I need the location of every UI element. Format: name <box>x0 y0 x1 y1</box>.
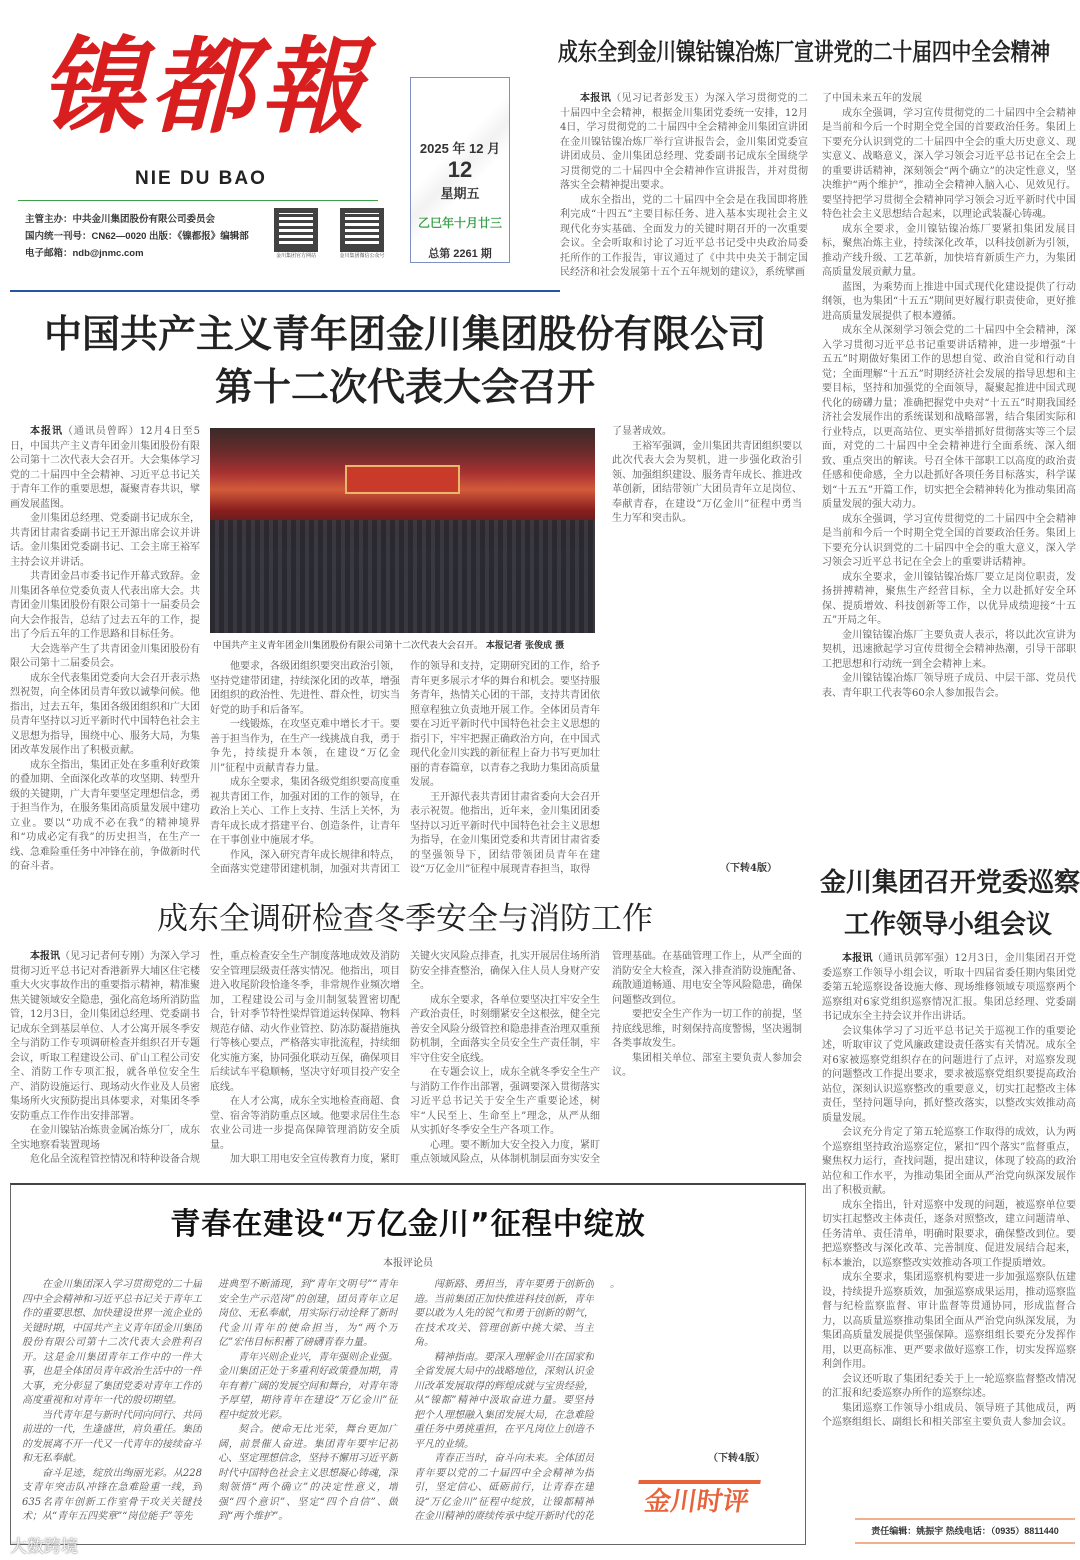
paragraph: 管理基础。在基础管理工作上，从严全面的消防安全大检查，深入排查消防设施配备、疏散通道畅通、用电安全等风险隐患，确保问题整改到位。 <box>612 951 802 1006</box>
date-box <box>410 77 510 263</box>
paragraph: 成东全要求，各单位要坚决扛牢安全生产政治责任，时刻绷紧安全这根弦，健全完善安全风险分级管控和隐患排查治理双重预防机制，全面落实全员安全生产责任制，牢牢守住安全底线。 <box>410 994 600 1064</box>
issn: 国内统一刊号：CN62—0020 出版：《镍都报》编辑部 <box>25 231 249 242</box>
weekday: 星期五 <box>440 186 480 201</box>
paragraph: 成东全要求，集团各级党组织要高度重视共青团工作，加强对团的工作的领导，在政治上关心、工作上支持、生活上关怀，为青年成长成才搭建平台、创造条件，让青年在干事创业中施展才华。 <box>210 777 400 846</box>
commentary-col-4 <box>610 1278 795 1445</box>
paragraph: 青春正当时，奋斗向未来。全体团员青年要以党的二十届四中全会精神为指引，坚定信心、砥砺前行，让青春在建设“万亿金川”征程中绽放，让镍都精神在金川精神的赓续传承中绽开新时代的花 <box>414 1453 594 1522</box>
paragraph: 成东全要求，金川镍钴镍冶炼厂要紧扣集团发展目标，聚焦冶炼主业，持续深化改革，以科技创新为引领，推动产线升级、工艺革新，加快培育新质生产力，为集团高质量发展贡献力量。 <box>822 223 1076 278</box>
paragraph: 在专题会议上，成东全就冬季安全生产与消防工作作出部署，强调要深入贯彻落实习近平总书记关于安全生产重要论述，树牢“人民至上、生命至上”理念，从严从细从实抓好冬季安全生产各项工作。 <box>410 1067 600 1136</box>
inspection-headline-line-1: 金川集团召开党委巡察 <box>820 868 1080 898</box>
inspection-headline[interactable] <box>820 862 1080 946</box>
paragraph: 成东全要求，金川镍钴镍冶炼厂要立足岗位职责，发扬拼搏精神，聚焦生产经营目标，全力以赴抓好安全环保、提质增效、科技创新等工作，以优异成绩迎接“十五五”开局之年。 <box>822 571 1076 626</box>
qr-website[interactable] <box>266 208 326 259</box>
paragraph: 会议充分肯定了第五轮巡察工作取得的成效，认为两个巡察组坚持政治巡察定位，紧扣“四个落实”监督重点，聚焦权力运行，查找问题，提出建议，体现了较高的政治站位和工作水平，为推动集团全面从严治党向纵深发展作出了积极贡献。 <box>822 1127 1076 1196</box>
paragraph: 要把安全生产作为一切工作的前提，坚持底线思维，时刻保持高度警惕，坚决遏制各类事故发生。 <box>612 1009 802 1049</box>
commentary-logo-stamp: 金川时评 <box>633 1480 761 1520</box>
paragraph: 奋斗足迹，绽放出绚丽光彩。从228支青年突击队冲锋在急难险重一线，到 635名青年创新工作室骨干攻关关键技术；从“青年五四奖章”“岗位能手”等先 <box>22 1467 202 1522</box>
qr-wechat[interactable] <box>332 208 392 259</box>
lead-headline-line-1: 中国共产主义青年团金川集团股份有限公司 <box>43 312 766 356</box>
paragraph: 成东全代表集团党委向大会召开表示热烈祝贺，向全体团员青年致以诚挚问候。他指出，过去五年，集团各级团组织和广大团员青年坚持以习近平新时代中国特色社会主义思想为指导，围绕中心、服务大局，为集团改革发展作出了积极贡献。 <box>10 672 200 756</box>
paragraph: 成东全强调，学习宣传贯彻党的二十届四中全会精神是当前和今后一个时期全党全国的首要政治任务。集团上下要充分认识到党的二十届四中全会的重大历史意义、现实意义、战略意义，深入学习领会习近平总书记在全会上的重要讲话精神，深刻领会“两个确立”的决定性意义，坚决维护“两个维护”，推动全会精神入脑入心、见效见行。要坚持把学习贯彻全会精神同学习领会习近平新时代中国特色社会主义思想结合起来，以理论武装凝心铸魂。 <box>822 107 1076 220</box>
lunar-date: 乙巳年十月廿三 <box>417 216 502 230</box>
paragraph: 会议还听取了集团纪委关于上一轮巡察监督整改情况的汇报和纪委巡察办所作的巡察综述。 <box>822 1373 1076 1399</box>
newspaper-pinyin: NIE DU BAO <box>135 168 267 189</box>
safety-col-2 <box>210 950 400 1176</box>
paragraph: 成东全从深刻学习领会党的二十届四中全会精神，深入学习贯彻习近平总书记重要讲话精神，进一步增强“十五五”时期做好集团工作的思想自觉、政治自觉和行动自觉；全面理解“十五五”时期经济社会发展的指导思想和主要目标，坚持和加强党的全面领导，凝聚起推进中国式现代化的磅礴力量；准确把握党中央对“十五五”时期我国经济社会发展作出的系统谋划和战略部署，结合集团实际和行业特点，以更高站位、更实举措抓好贯彻落实等三个层面，对党的二十届四中全会精神进行全面系统、深入细致、重点突出的解读。号召全体干部职工以高度的政治责任感和使命感，全力以赴抓好各项任务目标落实，科学谋划“十五五”开篇工作，切实把全会精神转化为推动集团高质量发展的强大动力。 <box>822 325 1076 510</box>
divider <box>10 290 560 292</box>
paragraph: 在人才公寓，成东全实地检查商超、食堂、宿舍等消防重点区域。他要求居住生态农业公司进一步提高保障管理消防安全质量。 <box>210 1096 400 1151</box>
paragraph: 当代青年是与新时代同向同行、共同前进的一代，生逢盛世，肩负重任。集团的发展离不开一代又一代青年的接续奋斗和无私奉献。 <box>22 1409 202 1464</box>
paragraph: 王裕军强调，金川集团共青团组织要以此次代表大会为契机，进一步强化政治引领、加强组织建设、服务青年成长、推进改革创新，团结带领广大团员青年立足岗位、奉献青春，在建设“万亿金川”征程中勇当生力军和突击队。 <box>612 440 802 524</box>
paragraph: 金川镍钴镍冶炼厂主要负责人表示，将以此次宣讲为契机，迅速掀起学习宣传贯彻全会精神热潮，引导干部职工把思想和行动统一到全会精神上来。 <box>822 629 1076 670</box>
inspection-headline-line-2: 工作领导小组会议 <box>843 910 1052 940</box>
commentary-byline: 本报评论员 <box>383 1258 433 1269</box>
paragraph: 精神指南。要深入理解金川在国家和全省发展大局中的战略地位，深刻认识金川改革发展取得的辉煌成就与宝贵经验，从“镍都”精神中汲取奋进力量。要坚持把个人理想融入集团发展大局，在急难险重任务中勇挑重担，在平凡岗位上创造不平凡的业绩。 <box>414 1351 594 1450</box>
paragraph: 心理。要不断加大安全投入力度，紧盯重点领域风险点，从体制机制层面夯实安全 <box>410 1139 600 1165</box>
year-month: 2025 年 12 月 <box>419 141 501 156</box>
lead-col-1 <box>10 425 200 880</box>
paragraph: 作风，深入研究青年成长规律和特点，全面落实党建带团建机制，加强对共青团工 <box>210 849 400 875</box>
paragraph: 集团相关单位、部室主要负责人参加会议。 <box>612 1052 802 1078</box>
safety-col-1 <box>10 950 200 1176</box>
paragraph: 大会选举产生了共青团金川集团股份有限公司第十二届委员会。 <box>10 643 200 669</box>
paragraph: 本报讯（通讯员郭军强）12月3日，金川集团召开党委巡察工作领导小组会议，听取十四届省委任期内集团党委第五轮巡察设备设施大修、现场维修领域专项巡察两个巡察组对6家党组织巡察情况汇报。集团总经理、党委副书记成东全主持会议并作出讲话。 <box>822 953 1076 1022</box>
paragraph: 了中国未来五年的发展 <box>822 93 922 104</box>
photo-caption: 中国共产主义青年团金川集团股份有限公司第十二次代表大会召开。 本报记者 张俊成 摄 <box>213 641 565 651</box>
paragraph: 危化品全流程管控情况和特种设备合规 <box>30 1154 200 1165</box>
lead-col-3 <box>410 660 600 880</box>
paragraph: 作的领导和支持，定期研究团的工作，给予青年更多展示才华的舞台和机会。要坚持服务青年，热情关心团的干部，支持共青团依照章程独立负责地开展工作。全体团员青年要在习近平新时代中国特色社会主义思想的指引下，牢牢把握正确政治方向，在中国式现代化金川实践的新征程上奋力书写更加壮丽的青春篇章，以青春之我助力集团高质量发展。 <box>410 661 600 788</box>
sponsor: 主管主办：中共金川集团股份有限公司委员会 <box>25 214 216 225</box>
newspaper-logo: 镍都報 <box>40 25 371 148</box>
safety-col-3 <box>410 950 600 1176</box>
paragraph: 他要求，各级团组织要突出政治引领，坚持党建带团建，持续深化团的改革，增强团组织的政治性、先进性、群众性，切实当好党的助手和后备军。 <box>210 661 400 716</box>
qr-code-icon <box>340 208 384 252</box>
paragraph: 成东全指出，集团正处在多重利好政策的叠加期、全面深化改革的攻坚期、转型升级的关键期，广大青年要坚定理想信念，勇于担当作为，在服务集团高质量发展中建功立业。要以“功成不必在我”的精神境界和“功成必定有我”的历史担当，在生产一线、急难险重任务中冲锋在前，争做新时代的奋斗者。 <box>10 759 200 872</box>
paragraph: 。 <box>610 1279 620 1290</box>
paragraph: 性，重点检查安全生产制度落地成效及消防安全管理层级责任落实情况。他指出，项目进入收尾阶段恰逢冬季，非常规作业频次增加，工程建设公司与金川制氢装置密切配合，针对季节特性梁焊管道运转保障、物料规范存储、动火作业管控、防冻防凝措施执行等核心要点，严格落实审批流程，持续细化实施方案，协同强化联动互保，确保项目后续试车平稳顺畅，坚决守好项目投产安全底线。 <box>210 951 400 1093</box>
top-article-col-1 <box>560 92 808 282</box>
continued-note[interactable]: （下转4版） <box>720 863 777 874</box>
paragraph: 本报讯（见习记者何专刚）为深入学习贯彻习近平总书记对香港新界大埔区住宅楼重大火灾事故作出的重要指示精神，精准聚焦关键领域安全隐患，强化高危场所消防监管，12月3日，金川集团总经理、党委副书记成东全到基层单位、人才公寓开展冬季安全与消防工作专项调研检查并组织召开专题会议，听取工程建设公司、矿山工程公司安全、消防工作专项汇报，就各单位安全生产、消防设施运行、现场动火作业及人员密集场所火灾预防提出具体要求，对集团冬季安防重点工作作出安排部署。 <box>10 951 200 1122</box>
commentary-headline[interactable]: 青春在建设“万亿金川”征程中绽放 <box>170 1207 646 1242</box>
qr-label: 金川集团官方网站 <box>275 253 316 259</box>
paragraph: 本报讯（见习记者彭发玉）为深入学习贯彻党的二十届四中全会精神，根据金川集团党委统一安排，12月4日，学习贯彻党的二十届四中全会精神金川集团宣讲团在金川镍钴镍冶炼厂举行宣讲报告会，金川集团党委宣讲团成员、金川集团总经理、党委副书记成东全围绕学习贯彻党的二十届四中全会精神作宣讲报告，并对贯彻落实全会精神提出要求。 <box>560 93 808 191</box>
editor-footer: 责任编辑：姚振宇 热线电话：（0935）8811440 <box>855 1518 1075 1544</box>
lead-col-2 <box>210 660 400 880</box>
paragraph: 契合。使命无比光荣，舞台更加广阔，前景催人奋进。集团青年要牢记初心、坚定理想信念，坚持不懈用习近平新时代中国特色社会主义思想凝心铸魂，深刻领悟“两个确立”的决定性意义，增强“四个意识”、坚定“四个自信”、做到“两个维护”。 <box>218 1424 398 1522</box>
paragraph: 闯新路、勇担当，青年要勇于创新创造。当前集团正加快推进科技创新，青年要以敢为人先的锐气和勇于创新的朝气，在技术攻关、管理创新中挑大梁、当主角。 <box>414 1279 594 1348</box>
commentary-col-3 <box>414 1278 594 1535</box>
lead-headline[interactable] <box>10 308 800 414</box>
watermark: 大数跨境 <box>10 1537 78 1557</box>
paragraph: 成东全强调，学习宣传贯彻党的二十届四中全会精神是当前和今后一个时期全党全国的首要政治任务。集团上下要充分认识到党的二十届四中全会的重大意义，深入学习领会习近平总书记在全会上的重要讲话精神。 <box>822 513 1076 568</box>
top-article-headline[interactable]: 成东全到金川镍钴镍冶炼厂宣讲党的二十届四中全会精神 <box>558 38 1050 66</box>
commentary-col-1 <box>22 1278 202 1535</box>
paragraph: 了显著成效。 <box>612 426 672 437</box>
paragraph: 金川镍钴镍冶炼厂领导班子成员、中层干部、党员代表、青年职工代表等60余人参加报告会。 <box>822 673 1076 699</box>
paragraph: 本报讯（通讯员曾晖）12月4日至5日，中国共产主义青年团金川集团股份有限公司第十二次代表大会召开。大会集体学习党的二十届四中全会精神、习近平总书记关于青年工作的重要思想，凝聚青春共识，擘画发展蓝图。 <box>10 426 200 510</box>
commentary-continued[interactable]: （下转4版） <box>708 1453 765 1464</box>
paragraph: 成东全指出，党的二十届四中全会是在我国即将胜利完成“十四五”主要目标任务、进入基本实现社会主义现代化夯实基础、全面发力的关键时期召开的一次重要会议。全会听取和讨论了习近平总书记受中央政治局委托所作的工作报告，审议通过了《中共中央关于制定国民经济和社会发展第十五个五年规划的建议》，系统擘画 <box>560 194 808 278</box>
paragraph: 王开源代表共青团甘肃省委向大会召开表示祝贺。他指出，近年来，金川集团团委坚持以习近平新时代中国特色社会主义思想为指导，在金川集团党委和共青团甘肃省委的坚强领导下，团结带领团员青年在建设“万亿金川”征程中展现青春担当，取得 <box>410 791 600 875</box>
paragraph: 一线锻炼，在攻坚克难中增长才干。要善于担当作为，在生产一线挑战自我，勇于争先，持续提升本领，在建设“万亿金川”征程中贡献青春力量。 <box>210 719 400 774</box>
paragraph: 成东全要求，集团巡察机构要进一步加强巡察队伍建设，持续提升巡察质效，加强巡察成果运用，推动巡察监督与纪检监察监督、审计监督等贯通协同，形成监督合力，以高质量巡察推动集团全面从严治党向纵深发展，为集团高质量发展提供坚强保障。巡察组组长要充分发挥作用，以更高标准、更严要求做好巡察工作，切实发挥巡察利剑作用。 <box>822 1272 1076 1370</box>
conference-photo[interactable] <box>210 428 595 633</box>
paragraph: 青年兴则企业兴，青年强则企业强。金川集团正处于多重利好政策叠加期，青年有着广阔的发展空间和舞台，对青年寄予厚望，期待青年在建设“万亿金川”征程中绽放光彩。 <box>218 1351 398 1421</box>
commentary-col-2 <box>218 1278 398 1535</box>
email: 电子邮箱：ndb@jnmc.com <box>25 248 144 259</box>
paragraph: 蓝图，为乘势而上推进中国式现代化建设提供了行动纲领，也为集团“十五五”期间更好履行职责使命，更好推进高质量发展提供了根本遵循。 <box>822 281 1076 322</box>
paragraph: 成东全指出，针对巡察中发现的问题，被巡察单位要切实扛起整改主体责任，逐条对照整改，建立问题清单、任务清单、责任清单，明确时限要求，确保整改到位。要把巡察整改与深化改革、完善制度、促进发展结合起来，标本兼治，以巡察整改实效推动各项工作提质增效。 <box>822 1199 1076 1269</box>
paragraph: 在金川镍钴冶炼贵金属冶炼分厂，成东全实地察看装置现场 <box>10 1125 200 1151</box>
paragraph: 关键火灾风险点排查，扎实开展居住场所消防安全排查整治，确保入住人员人身财产安全。 <box>410 951 600 991</box>
issue-number: 总第 2261 期 <box>428 248 492 260</box>
paragraph: 集团巡察工作领导小组成员、领导班子其他成员，两个巡察组组长、副组长和相关部室主要负责人参加会议。 <box>822 1402 1076 1428</box>
masthead-info <box>25 211 249 262</box>
paragraph: 加大职工用电安全宣传教育力度，紧盯 <box>230 1154 400 1165</box>
paragraph: 金川集团总经理、党委副书记成东全，共青团甘肃省委副书记王开源出席会议并讲话。金川集团党委副书记、工会主席王裕军主持会议并讲话。 <box>10 513 200 568</box>
day: 12 <box>447 157 473 182</box>
paragraph: 进典型不断涌现，到“青年文明号”“青年安全生产示范岗”的创建，团员青年立足岗位、无私奉献，用实际行动诠释了新时代金川青年的使命担当，为“两个万亿”宏伟目标积蓄了磅礴青春力量。 <box>218 1279 398 1348</box>
paragraph: 在金川集团深入学习贯彻党的二十届四中全会精神和习近平总书记关于青年工作的重要思想、加快建设世界一流企业的关键时期，中国共产主义青年团金川集团股份有限公司第十二次代表大会胜利召开。这是金川集团青年工作中的一件大事，也是全体团员青年政治生活中的一件大事，充分彰显了集团党委对青年工作的高度重视和对青年一代的殷切期望。 <box>22 1279 202 1406</box>
lead-col-4 <box>612 425 802 858</box>
qr-code-icon <box>274 208 318 252</box>
top-article-col-2 <box>822 92 1076 855</box>
paragraph: 会议集体学习了习近平总书记关于巡视工作的重要论述，听取审议了党风廉政建设责任落实有关情况。成东全对6家被巡察党组织存在的问题进行了点评，对巡察发现的问题整改工作提出要求，要求被巡察党组织要提高政治站位，深刻认识巡察整改的重要意义，切实扛起整改主体责任，坚持问题导向，抓好整改落实，以整改实效推动高质量发展。 <box>822 1025 1076 1124</box>
divider <box>18 200 378 201</box>
qr-label: 金川集团微信公众号 <box>339 253 385 259</box>
lead-headline-line-2: 第十二次代表大会召开 <box>214 365 595 409</box>
inspection-col <box>822 952 1076 1512</box>
safety-headline[interactable]: 成东全调研检查冬季安全与消防工作 <box>157 901 653 937</box>
paragraph: 共青团金昌市委书记作开幕式致辞。金川集团各单位党委负责人代表出席大会。共青团金川集团股份有限公司第十一届委员会向大会作报告，总结了过去五年的工作，提出了今后五年的工作思路和目标任务。 <box>10 571 200 640</box>
safety-col-4 <box>612 950 802 1176</box>
